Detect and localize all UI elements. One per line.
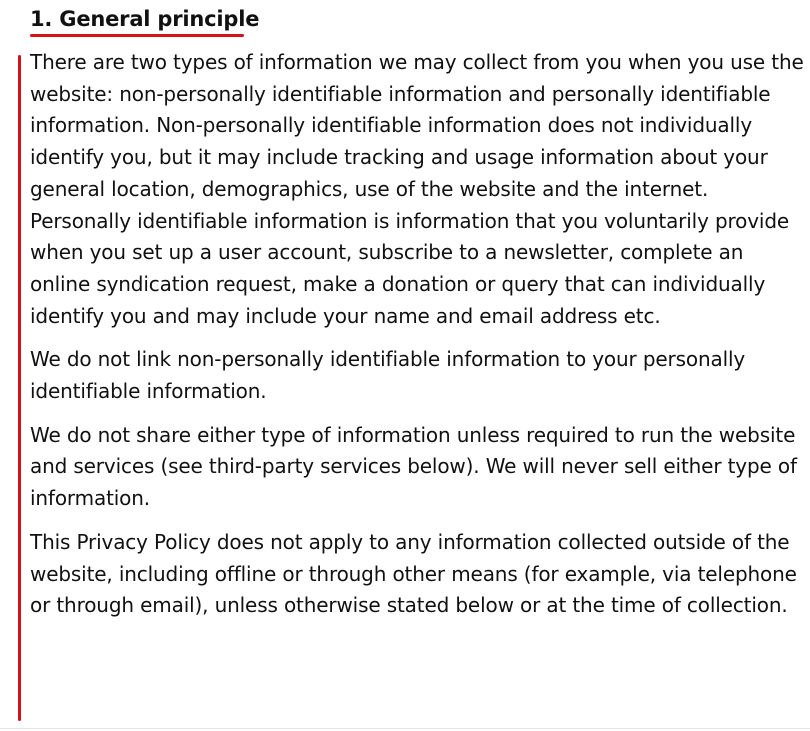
heading-underline (30, 34, 244, 37)
paragraph-no-linking: We do not link non-personally identifiable information to your personally identifiable information. (30, 347, 746, 404)
section-heading: 1. General principle (30, 7, 260, 31)
bottom-divider (0, 728, 810, 729)
section-heading-wrap (30, 4, 259, 34)
paragraph-information-types: There are two types of information we may collect from you when you use the website: non-personally identifiable information and personally identifiable information. Non-personally identifiable information does not individually identify you, but it may include tracking and usage information about your general location, demographics, use of the website and the internet. Personally identifiable information is information that you voluntarily provide when you set up a user account, subscribe to a newsletter, complete an online syndication request, make a donation or query that can individually identify you and may include your name and email address etc. (30, 50, 804, 328)
section-body (30, 47, 806, 622)
paragraph-no-sharing: We do not share either type of information unless required to run the website and services (see third-party services below). We will never sell either type of information. (30, 422, 797, 511)
paragraph-scope: This Privacy Policy does not apply to any information collected outside of the website, including offline or through other means (for example, via telephone or through email), unless otherwise stated below or at the time of collection. (30, 529, 797, 618)
quote-rule (18, 55, 21, 721)
